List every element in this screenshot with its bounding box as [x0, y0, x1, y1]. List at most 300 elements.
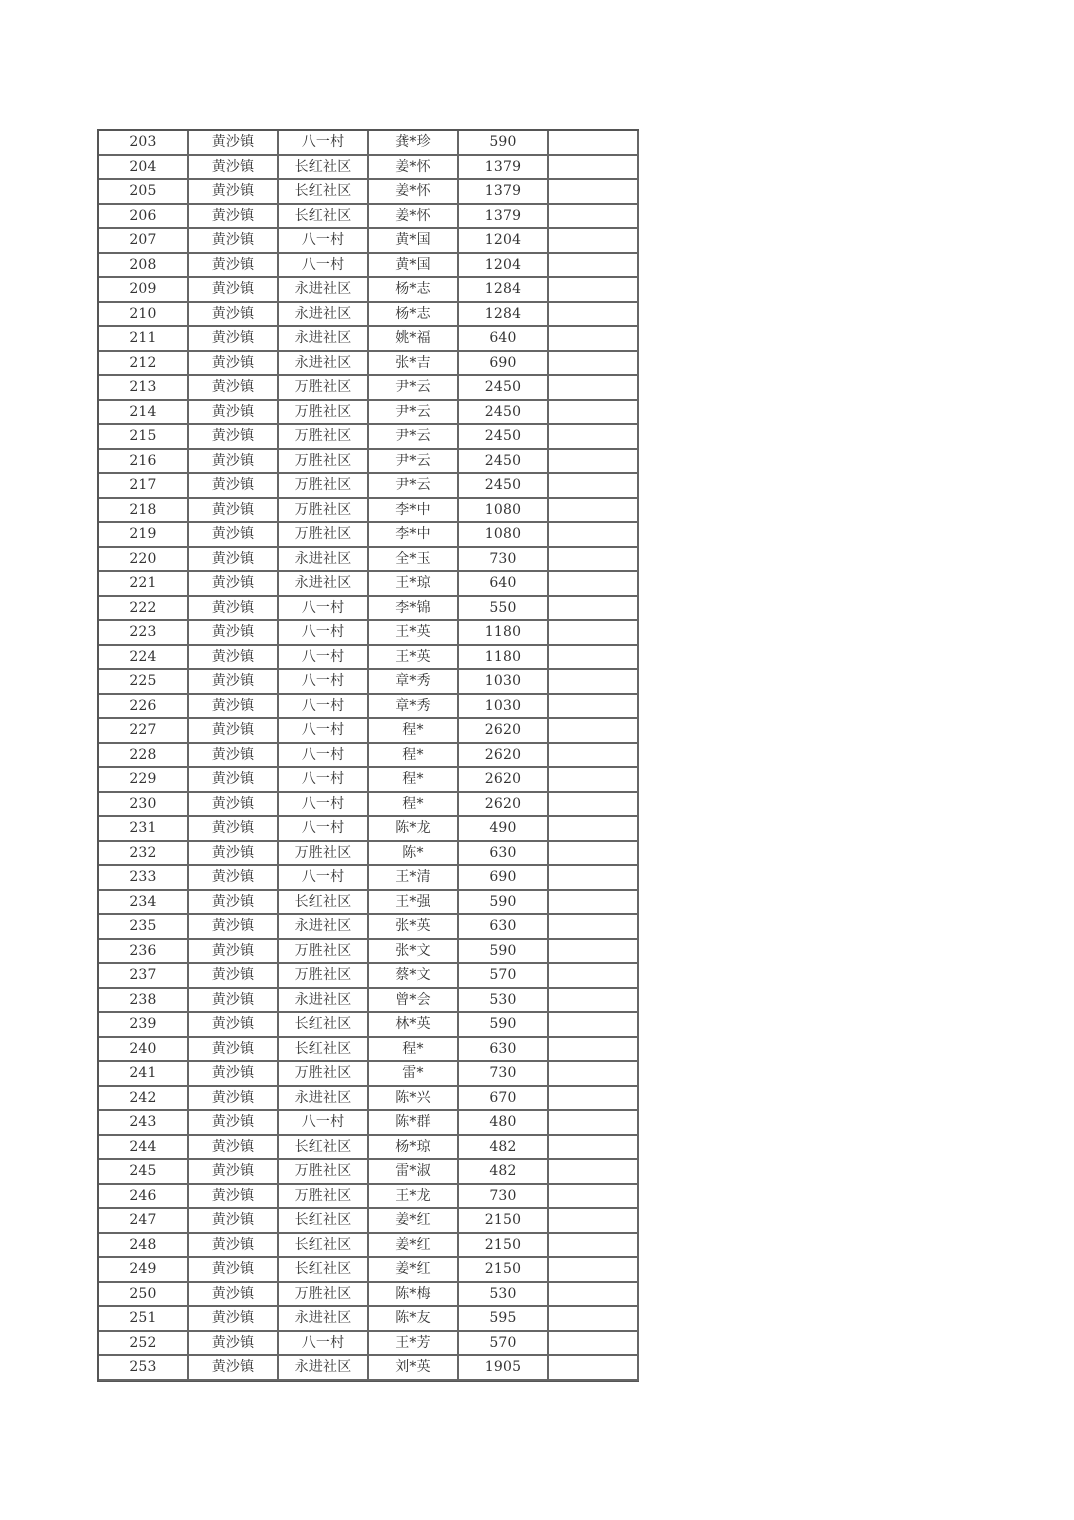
- cell-number: 207: [99, 229, 189, 252]
- cell-number: 241: [99, 1062, 189, 1085]
- table-row: [99, 1038, 639, 1063]
- cell-number: 214: [99, 401, 189, 424]
- cell-amount: 1204: [459, 254, 549, 277]
- cell-name: 陈*梅: [369, 1283, 459, 1306]
- cell-number: 234: [99, 891, 189, 914]
- cell-number: 253: [99, 1356, 189, 1379]
- cell-amount: 690: [459, 352, 549, 375]
- cell-note: [549, 229, 639, 252]
- cell-note: [549, 866, 639, 889]
- cell-town: 黄沙镇: [189, 768, 279, 791]
- cell-name: 龚*珍: [369, 131, 459, 154]
- cell-amount: 1180: [459, 621, 549, 644]
- cell-name: 全*玉: [369, 548, 459, 571]
- cell-name: 尹*云: [369, 425, 459, 448]
- cell-amount: 2150: [459, 1234, 549, 1257]
- cell-name: 李*中: [369, 523, 459, 546]
- cell-amount: 2450: [459, 474, 549, 497]
- cell-village: 万胜社区: [279, 1062, 369, 1085]
- cell-amount: 1080: [459, 523, 549, 546]
- cell-note: [549, 1111, 639, 1134]
- cell-town: 黄沙镇: [189, 597, 279, 620]
- cell-town: 黄沙镇: [189, 1209, 279, 1232]
- cell-name: 李*中: [369, 499, 459, 522]
- cell-number: 219: [99, 523, 189, 546]
- table-row: [99, 278, 639, 303]
- cell-number: 245: [99, 1160, 189, 1183]
- cell-name: 蔡*文: [369, 964, 459, 987]
- cell-note: [549, 327, 639, 350]
- cell-town: 黄沙镇: [189, 425, 279, 448]
- table-row: [99, 401, 639, 426]
- table-row: [99, 131, 639, 156]
- table-row: [99, 376, 639, 401]
- cell-town: 黄沙镇: [189, 915, 279, 938]
- cell-name: 陈*友: [369, 1307, 459, 1330]
- cell-town: 黄沙镇: [189, 548, 279, 571]
- cell-name: 王*琼: [369, 572, 459, 595]
- table-row: [99, 499, 639, 524]
- table-row: [99, 1209, 639, 1234]
- cell-name: 杨*志: [369, 303, 459, 326]
- cell-amount: 2150: [459, 1258, 549, 1281]
- cell-village: 长红社区: [279, 1258, 369, 1281]
- cell-village: 永进社区: [279, 352, 369, 375]
- cell-number: 238: [99, 989, 189, 1012]
- cell-town: 黄沙镇: [189, 523, 279, 546]
- cell-amount: 482: [459, 1160, 549, 1183]
- cell-town: 黄沙镇: [189, 474, 279, 497]
- cell-number: 218: [99, 499, 189, 522]
- table-row: [99, 1185, 639, 1210]
- cell-note: [549, 719, 639, 742]
- cell-number: 250: [99, 1283, 189, 1306]
- cell-number: 216: [99, 450, 189, 473]
- cell-village: 八一村: [279, 744, 369, 767]
- data-table: [97, 129, 639, 1382]
- cell-name: 张*英: [369, 915, 459, 938]
- table-row: [99, 940, 639, 965]
- cell-number: 236: [99, 940, 189, 963]
- cell-name: 王*清: [369, 866, 459, 889]
- cell-note: [549, 670, 639, 693]
- cell-amount: 2620: [459, 793, 549, 816]
- cell-name: 尹*云: [369, 376, 459, 399]
- cell-note: [549, 646, 639, 669]
- cell-name: 黄*国: [369, 229, 459, 252]
- cell-name: 林*英: [369, 1013, 459, 1036]
- cell-village: 长红社区: [279, 1038, 369, 1061]
- table-row: [99, 964, 639, 989]
- table-row: [99, 548, 639, 573]
- cell-amount: 670: [459, 1087, 549, 1110]
- cell-amount: 1204: [459, 229, 549, 252]
- cell-amount: 2150: [459, 1209, 549, 1232]
- table-row: [99, 1234, 639, 1259]
- cell-number: 204: [99, 156, 189, 179]
- cell-amount: 590: [459, 940, 549, 963]
- cell-number: 252: [99, 1332, 189, 1355]
- cell-amount: 630: [459, 915, 549, 938]
- cell-number: 251: [99, 1307, 189, 1330]
- cell-number: 203: [99, 131, 189, 154]
- cell-name: 王*英: [369, 646, 459, 669]
- cell-number: 220: [99, 548, 189, 571]
- cell-note: [549, 1136, 639, 1159]
- cell-amount: 1379: [459, 180, 549, 203]
- table-row: [99, 352, 639, 377]
- cell-note: [549, 1038, 639, 1061]
- cell-amount: 530: [459, 1283, 549, 1306]
- table-row: [99, 205, 639, 230]
- table-row: [99, 768, 639, 793]
- cell-village: 长红社区: [279, 891, 369, 914]
- cell-amount: 690: [459, 866, 549, 889]
- cell-village: 万胜社区: [279, 474, 369, 497]
- cell-village: 万胜社区: [279, 401, 369, 424]
- cell-note: [549, 352, 639, 375]
- cell-amount: 590: [459, 131, 549, 154]
- cell-note: [549, 1185, 639, 1208]
- cell-town: 黄沙镇: [189, 352, 279, 375]
- cell-town: 黄沙镇: [189, 793, 279, 816]
- cell-name: 姜*红: [369, 1258, 459, 1281]
- table-row: [99, 744, 639, 769]
- cell-number: 229: [99, 768, 189, 791]
- cell-name: 刘*英: [369, 1356, 459, 1379]
- cell-village: 八一村: [279, 1332, 369, 1355]
- cell-village: 八一村: [279, 866, 369, 889]
- cell-town: 黄沙镇: [189, 817, 279, 840]
- cell-name: 程*: [369, 1038, 459, 1061]
- cell-village: 长红社区: [279, 1234, 369, 1257]
- table-row: [99, 1087, 639, 1112]
- cell-town: 黄沙镇: [189, 180, 279, 203]
- cell-number: 237: [99, 964, 189, 987]
- cell-note: [549, 1258, 639, 1281]
- cell-village: 八一村: [279, 793, 369, 816]
- cell-town: 黄沙镇: [189, 1111, 279, 1134]
- cell-amount: 1905: [459, 1356, 549, 1379]
- cell-amount: 482: [459, 1136, 549, 1159]
- cell-village: 八一村: [279, 229, 369, 252]
- cell-name: 张*文: [369, 940, 459, 963]
- cell-name: 王*龙: [369, 1185, 459, 1208]
- cell-note: [549, 1332, 639, 1355]
- cell-village: 万胜社区: [279, 1283, 369, 1306]
- cell-town: 黄沙镇: [189, 866, 279, 889]
- cell-village: 八一村: [279, 768, 369, 791]
- cell-number: 208: [99, 254, 189, 277]
- cell-number: 247: [99, 1209, 189, 1232]
- cell-amount: 2620: [459, 719, 549, 742]
- cell-amount: 590: [459, 1013, 549, 1036]
- cell-note: [549, 793, 639, 816]
- cell-note: [549, 1234, 639, 1257]
- cell-amount: 1030: [459, 695, 549, 718]
- cell-town: 黄沙镇: [189, 1332, 279, 1355]
- cell-name: 姜*怀: [369, 156, 459, 179]
- cell-village: 永进社区: [279, 1356, 369, 1379]
- cell-amount: 2450: [459, 376, 549, 399]
- table-row: [99, 597, 639, 622]
- cell-name: 陈*兴: [369, 1087, 459, 1110]
- cell-note: [549, 1307, 639, 1330]
- table-row: [99, 1111, 639, 1136]
- cell-number: 246: [99, 1185, 189, 1208]
- cell-number: 249: [99, 1258, 189, 1281]
- cell-amount: 630: [459, 842, 549, 865]
- cell-note: [549, 1087, 639, 1110]
- table-row: [99, 523, 639, 548]
- cell-name: 曾*会: [369, 989, 459, 1012]
- cell-note: [549, 254, 639, 277]
- cell-village: 万胜社区: [279, 1185, 369, 1208]
- table-row: [99, 327, 639, 352]
- cell-amount: 1030: [459, 670, 549, 693]
- cell-note: [549, 1013, 639, 1036]
- table-row: [99, 646, 639, 671]
- cell-village: 永进社区: [279, 1087, 369, 1110]
- cell-amount: 490: [459, 817, 549, 840]
- cell-village: 永进社区: [279, 327, 369, 350]
- cell-number: 211: [99, 327, 189, 350]
- cell-town: 黄沙镇: [189, 670, 279, 693]
- cell-name: 雷*淑: [369, 1160, 459, 1183]
- cell-note: [549, 450, 639, 473]
- table-row: [99, 156, 639, 181]
- cell-number: 224: [99, 646, 189, 669]
- cell-village: 长红社区: [279, 1013, 369, 1036]
- cell-name: 张*吉: [369, 352, 459, 375]
- table-row: [99, 621, 639, 646]
- cell-name: 陈*: [369, 842, 459, 865]
- cell-village: 长红社区: [279, 1209, 369, 1232]
- cell-note: [549, 940, 639, 963]
- cell-amount: 640: [459, 572, 549, 595]
- cell-town: 黄沙镇: [189, 156, 279, 179]
- table-row: [99, 229, 639, 254]
- cell-note: [549, 1160, 639, 1183]
- table-row: [99, 303, 639, 328]
- cell-name: 陈*龙: [369, 817, 459, 840]
- cell-note: [549, 523, 639, 546]
- cell-note: [549, 1283, 639, 1306]
- cell-name: 李*锦: [369, 597, 459, 620]
- cell-number: 239: [99, 1013, 189, 1036]
- cell-village: 八一村: [279, 131, 369, 154]
- cell-town: 黄沙镇: [189, 376, 279, 399]
- cell-number: 206: [99, 205, 189, 228]
- cell-town: 黄沙镇: [189, 131, 279, 154]
- cell-number: 235: [99, 915, 189, 938]
- cell-name: 尹*云: [369, 474, 459, 497]
- cell-number: 223: [99, 621, 189, 644]
- cell-town: 黄沙镇: [189, 1307, 279, 1330]
- cell-number: 228: [99, 744, 189, 767]
- cell-town: 黄沙镇: [189, 744, 279, 767]
- table-row: [99, 793, 639, 818]
- cell-note: [549, 376, 639, 399]
- cell-note: [549, 842, 639, 865]
- cell-note: [549, 474, 639, 497]
- cell-village: 八一村: [279, 646, 369, 669]
- cell-number: 221: [99, 572, 189, 595]
- cell-town: 黄沙镇: [189, 891, 279, 914]
- cell-name: 雷*: [369, 1062, 459, 1085]
- cell-town: 黄沙镇: [189, 964, 279, 987]
- cell-name: 王*英: [369, 621, 459, 644]
- cell-note: [549, 915, 639, 938]
- cell-name: 王*芳: [369, 1332, 459, 1355]
- cell-name: 王*强: [369, 891, 459, 914]
- cell-amount: 640: [459, 327, 549, 350]
- cell-amount: 730: [459, 1062, 549, 1085]
- cell-town: 黄沙镇: [189, 401, 279, 424]
- table-row: [99, 866, 639, 891]
- table-row: [99, 254, 639, 279]
- cell-town: 黄沙镇: [189, 327, 279, 350]
- cell-village: 万胜社区: [279, 499, 369, 522]
- cell-amount: 2620: [459, 768, 549, 791]
- cell-number: 227: [99, 719, 189, 742]
- cell-village: 永进社区: [279, 1307, 369, 1330]
- cell-town: 黄沙镇: [189, 842, 279, 865]
- cell-name: 姚*福: [369, 327, 459, 350]
- cell-village: 八一村: [279, 621, 369, 644]
- cell-note: [549, 1209, 639, 1232]
- cell-number: 217: [99, 474, 189, 497]
- cell-note: [549, 891, 639, 914]
- cell-name: 杨*琼: [369, 1136, 459, 1159]
- cell-note: [549, 695, 639, 718]
- cell-town: 黄沙镇: [189, 1356, 279, 1379]
- cell-town: 黄沙镇: [189, 278, 279, 301]
- cell-village: 万胜社区: [279, 425, 369, 448]
- table-row: [99, 1307, 639, 1332]
- cell-number: 244: [99, 1136, 189, 1159]
- cell-village: 永进社区: [279, 915, 369, 938]
- cell-village: 万胜社区: [279, 842, 369, 865]
- table-row: [99, 1332, 639, 1357]
- table-row: [99, 450, 639, 475]
- cell-village: 万胜社区: [279, 940, 369, 963]
- cell-village: 长红社区: [279, 205, 369, 228]
- cell-village: 永进社区: [279, 989, 369, 1012]
- cell-amount: 570: [459, 964, 549, 987]
- cell-amount: 530: [459, 989, 549, 1012]
- cell-note: [549, 768, 639, 791]
- table-row: [99, 695, 639, 720]
- cell-village: 万胜社区: [279, 964, 369, 987]
- cell-name: 黄*国: [369, 254, 459, 277]
- table-row: [99, 572, 639, 597]
- cell-number: 209: [99, 278, 189, 301]
- table-row: [99, 1136, 639, 1161]
- cell-note: [549, 1356, 639, 1379]
- cell-town: 黄沙镇: [189, 572, 279, 595]
- cell-town: 黄沙镇: [189, 1258, 279, 1281]
- cell-amount: 630: [459, 1038, 549, 1061]
- cell-name: 章*秀: [369, 670, 459, 693]
- cell-name: 程*: [369, 768, 459, 791]
- cell-town: 黄沙镇: [189, 1062, 279, 1085]
- table-row: [99, 989, 639, 1014]
- table-row: [99, 842, 639, 867]
- cell-town: 黄沙镇: [189, 1283, 279, 1306]
- cell-village: 八一村: [279, 817, 369, 840]
- cell-village: 永进社区: [279, 278, 369, 301]
- cell-name: 姜*红: [369, 1234, 459, 1257]
- cell-village: 永进社区: [279, 572, 369, 595]
- cell-amount: 1379: [459, 205, 549, 228]
- cell-town: 黄沙镇: [189, 1185, 279, 1208]
- cell-note: [549, 621, 639, 644]
- cell-note: [549, 548, 639, 571]
- cell-village: 万胜社区: [279, 450, 369, 473]
- cell-note: [549, 817, 639, 840]
- cell-village: 八一村: [279, 670, 369, 693]
- cell-name: 程*: [369, 744, 459, 767]
- cell-note: [549, 1062, 639, 1085]
- cell-number: 215: [99, 425, 189, 448]
- cell-name: 姜*怀: [369, 205, 459, 228]
- cell-number: 225: [99, 670, 189, 693]
- cell-amount: 1080: [459, 499, 549, 522]
- cell-name: 姜*红: [369, 1209, 459, 1232]
- cell-town: 黄沙镇: [189, 450, 279, 473]
- table-row: [99, 817, 639, 842]
- cell-note: [549, 131, 639, 154]
- cell-name: 杨*志: [369, 278, 459, 301]
- cell-town: 黄沙镇: [189, 646, 279, 669]
- cell-town: 黄沙镇: [189, 229, 279, 252]
- table-row: [99, 1013, 639, 1038]
- cell-village: 万胜社区: [279, 376, 369, 399]
- cell-note: [549, 303, 639, 326]
- cell-note: [549, 205, 639, 228]
- cell-name: 尹*云: [369, 450, 459, 473]
- cell-number: 232: [99, 842, 189, 865]
- cell-note: [549, 964, 639, 987]
- cell-number: 231: [99, 817, 189, 840]
- cell-amount: 2450: [459, 425, 549, 448]
- cell-note: [549, 597, 639, 620]
- cell-village: 长红社区: [279, 180, 369, 203]
- cell-note: [549, 180, 639, 203]
- cell-village: 八一村: [279, 254, 369, 277]
- cell-village: 八一村: [279, 719, 369, 742]
- cell-note: [549, 425, 639, 448]
- cell-village: 八一村: [279, 1111, 369, 1134]
- cell-name: 陈*群: [369, 1111, 459, 1134]
- cell-town: 黄沙镇: [189, 1087, 279, 1110]
- cell-town: 黄沙镇: [189, 1234, 279, 1257]
- cell-town: 黄沙镇: [189, 205, 279, 228]
- cell-town: 黄沙镇: [189, 1160, 279, 1183]
- cell-amount: 1379: [459, 156, 549, 179]
- cell-town: 黄沙镇: [189, 303, 279, 326]
- cell-number: 233: [99, 866, 189, 889]
- cell-amount: 730: [459, 1185, 549, 1208]
- cell-town: 黄沙镇: [189, 989, 279, 1012]
- cell-amount: 2620: [459, 744, 549, 767]
- cell-village: 万胜社区: [279, 523, 369, 546]
- cell-number: 240: [99, 1038, 189, 1061]
- cell-number: 212: [99, 352, 189, 375]
- cell-village: 永进社区: [279, 548, 369, 571]
- cell-note: [549, 572, 639, 595]
